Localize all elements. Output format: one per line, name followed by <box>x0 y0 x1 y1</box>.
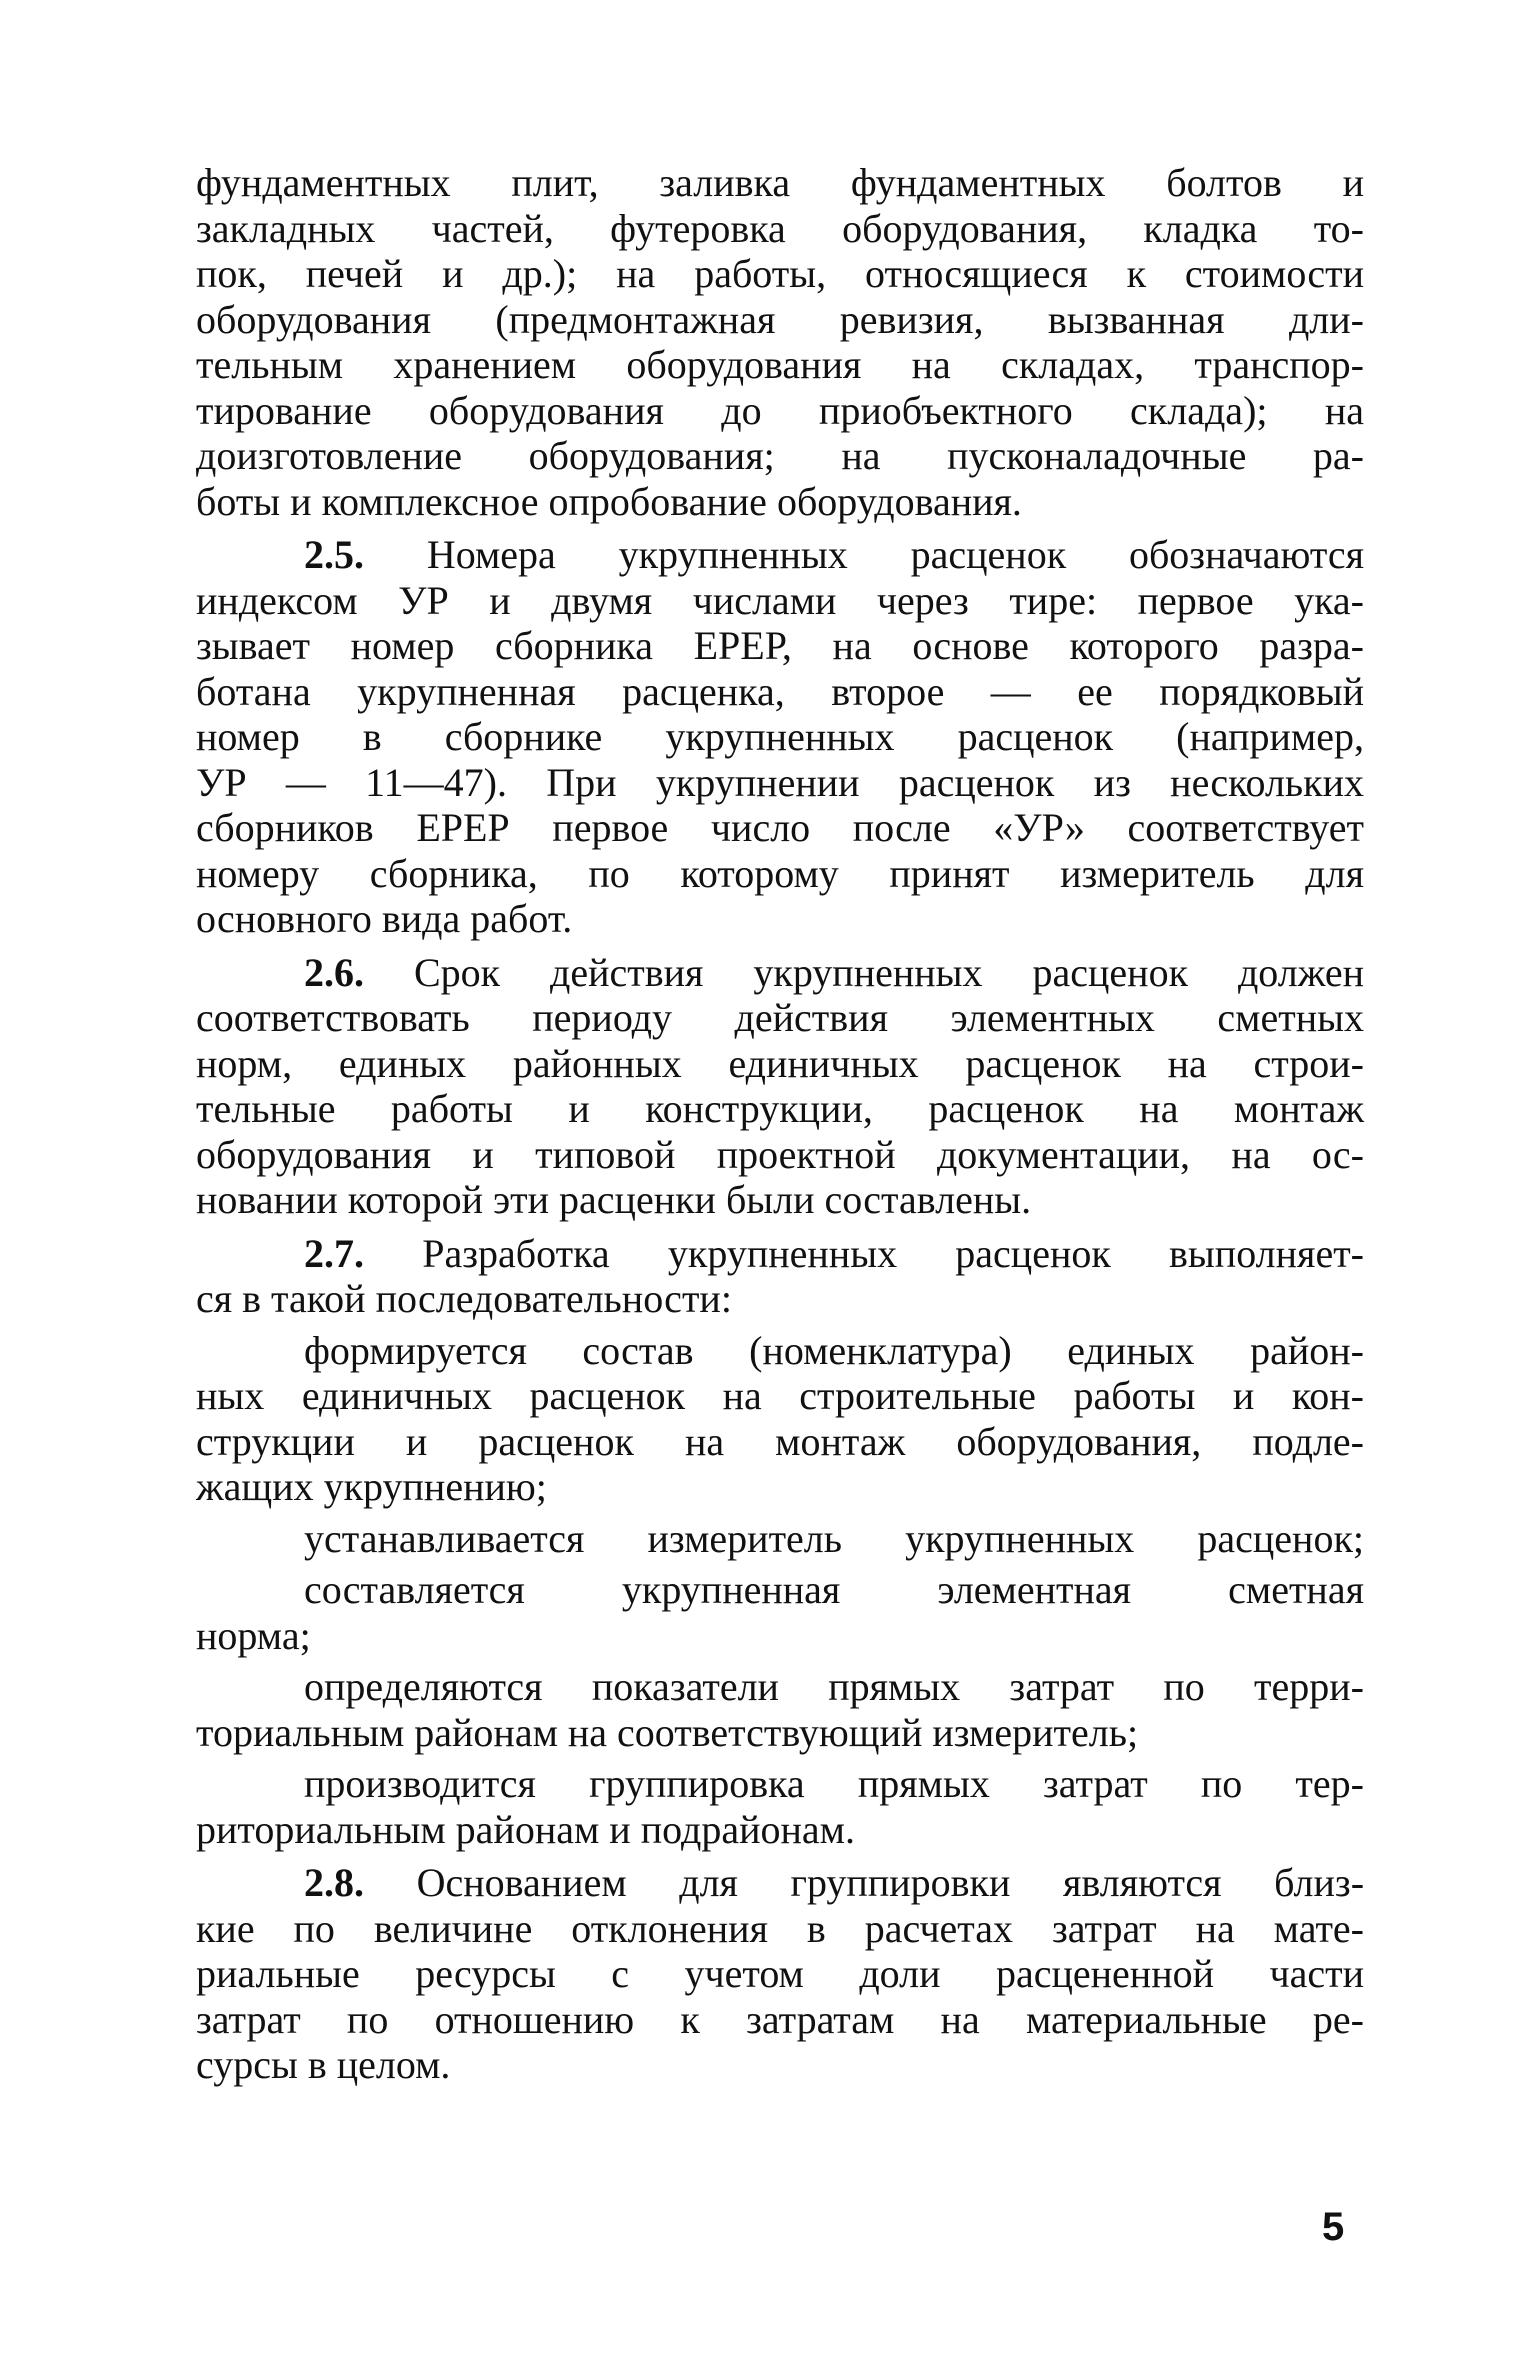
text-line: риториальным районам и подрайонам. <box>196 1806 855 1852</box>
text-line: кие по величине отклонения в расчетах затрат на мате- <box>196 1905 1364 1951</box>
text-line: закладных частей, футеровка оборудования, кладка то- <box>196 205 1364 251</box>
text-line: пок, печей и др.); на работы, относящиеся к стоимости <box>196 251 1364 296</box>
text-line: фундаментных плит, заливка фундаментных болтов и <box>196 160 1364 205</box>
text-line: тельным хранением оборудования на складах, транспор- <box>196 342 1364 387</box>
text-line <box>196 1860 1364 1906</box>
text-line: оборудования и типовой проектной документации, на ос- <box>196 1131 1364 1177</box>
text-line: струкции и расценок на монтаж оборудования, подле- <box>196 1418 1364 1464</box>
text-line: формируется состав (номенклатура) единых район- <box>304 1327 1364 1373</box>
text-line: норма; <box>196 1612 311 1658</box>
text-line: производится группировка прямых затрат по тер- <box>304 1761 1364 1806</box>
section-number: 2.5. <box>304 532 364 577</box>
text-line-content: Срок действия укрупненных расценок должен <box>413 949 1365 995</box>
text-line-content: Номера укрупненных расценок обозначаются <box>426 532 1365 577</box>
paragraph-2-7 <box>196 1231 1364 1322</box>
text-line: ся в такой последовательности: <box>196 1276 732 1321</box>
text-line: тельные работы и конструкции, расценок на монтаж <box>196 1086 1364 1131</box>
text-line-content: Основанием для группировки являются близ- <box>416 1860 1365 1905</box>
text-line: новании которой эти расценки были составлены. <box>196 1177 1032 1222</box>
text-line: боты и комплексное опробование оборудования. <box>196 478 1022 524</box>
text-line <box>196 532 1364 578</box>
section-number: 2.8. <box>304 1860 364 1905</box>
text-line: ториальным районам на соответствующий измеритель; <box>196 1709 1139 1755</box>
paragraph-2-6 <box>196 950 1364 1223</box>
text-line: УР — 11—47). При укрупнении расценок из нескольких <box>196 759 1364 805</box>
text-line: сурсы в целом. <box>196 2042 451 2087</box>
page-number: 5 <box>1322 2205 1345 2249</box>
text-line: номеру сборника, по которому принят измеритель для <box>196 850 1364 896</box>
text-line: индексом УР и двумя числами через тире: первое ука- <box>196 577 1364 623</box>
text-line: тирование оборудования до приобъектного склада); на <box>196 387 1364 433</box>
text-line: ботана укрупненная расценка, второе — ее порядковый <box>196 668 1364 714</box>
text-line: составляется укрупненная элементная сметная <box>304 1567 1364 1612</box>
text-line: зывает номер сборника ЕРЕР, на основе которого разра- <box>196 623 1364 668</box>
paragraph-continuation <box>196 160 1364 524</box>
text-line-content: Разработка укрупненных расценок выполняет- <box>422 1230 1364 1276</box>
text-line: соответствовать периоду действия элементных сметных <box>196 995 1364 1040</box>
list-item <box>196 1664 1364 1755</box>
text-line: норм, единых районных единичных расценок на строи- <box>196 1040 1364 1086</box>
list-item <box>196 1761 1364 1852</box>
text-line: основного вида работ. <box>196 896 573 941</box>
text-line <box>196 950 1364 996</box>
text-line: ных единичных расценок на строительные работы и кон- <box>196 1373 1364 1418</box>
section-number: 2.7. <box>304 1230 364 1276</box>
text-line <box>196 1231 1364 1277</box>
list-item <box>196 1516 1364 1562</box>
text-line: номер в сборнике укрупненных расценок (например, <box>196 714 1364 759</box>
text-line: затрат по отношению к затратам на материальные ре- <box>196 1996 1364 2042</box>
text-line: сборников ЕРЕР первое число после «УР» соответствует <box>196 805 1364 850</box>
text-line: устанавливается измеритель укрупненных расценок; <box>304 1515 1364 1561</box>
paragraph-2-5 <box>196 532 1364 942</box>
list-item <box>196 1328 1364 1510</box>
document-page <box>196 160 1364 2096</box>
text-line: жащих укрупнению; <box>196 1464 547 1509</box>
section-number: 2.6. <box>304 949 364 995</box>
text-line: риальные ресурсы с учетом доли расцененной части <box>196 1951 1364 1996</box>
text-line: определяются показатели прямых затрат по терри- <box>304 1664 1364 1709</box>
text-line: доизготовление оборудования; на пусконаладочные ра- <box>196 433 1364 478</box>
list-item <box>196 1567 1364 1658</box>
text-line: оборудования (предмонтажная ревизия, вызванная дли- <box>196 296 1364 342</box>
paragraph-2-8 <box>196 1860 1364 2088</box>
